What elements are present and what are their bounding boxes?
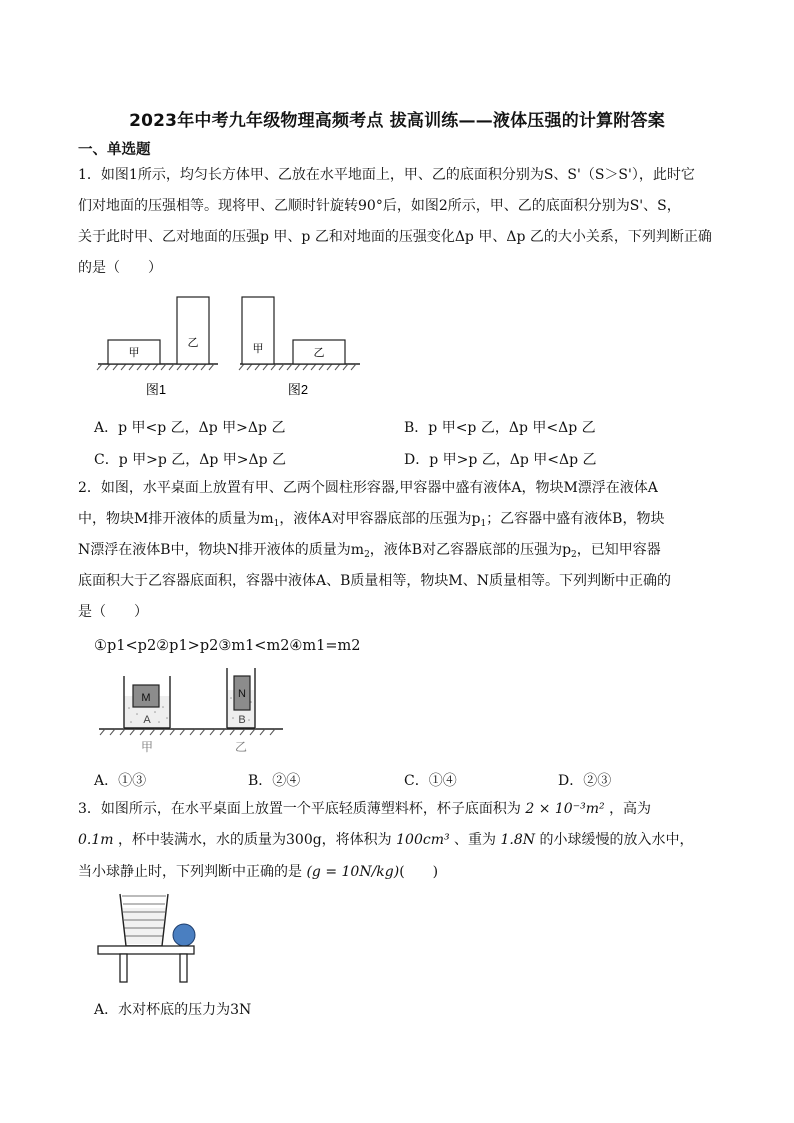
q2-line-3: N漂浮在液体B中，物块N排开液体的质量为$m_2$，液体B对乙容器底部的压强为$p_2$，已知甲容器	[78, 542, 661, 560]
fig1-label-jia: 甲	[128, 347, 140, 359]
q1-line-1: 1．如图1所示，均匀长方体甲、乙放在水平地面上，甲、乙的底面积分别为S、S'（S＞S'），此时它	[78, 167, 695, 183]
fig2-label-jia: 甲	[252, 343, 264, 355]
fig1-caption: 图1	[145, 382, 167, 397]
table-leg-right	[180, 954, 187, 982]
label-n: N	[238, 688, 246, 700]
q3-weight: 1.8N	[500, 832, 536, 848]
table-leg-left	[120, 954, 127, 982]
q3-area: 2 × 10⁻³m²	[525, 801, 605, 817]
q3-line-1: 3．如图所示，在水平桌面上放置一个平底轻质薄塑料杯，杯子底面积为 2 × 10⁻³m² ，高为	[78, 801, 652, 817]
q2-line-1: 2．如图，水平桌面上放置有甲、乙两个圆柱形容器,甲容器中盛有液体A，物块M漂浮在液体A	[78, 480, 658, 496]
q2-line-5: 是（ ）	[78, 604, 148, 620]
q1-option-b[interactable]: B．p 甲<p 乙，Δp 甲<Δp 乙	[404, 420, 596, 436]
q2-option-d[interactable]: D．②③	[558, 773, 612, 789]
q2-option-c[interactable]: C．①④	[404, 773, 457, 789]
q3-line-2: 0.1m ，杯中装满水，水的质量为300g，将体积为 100cm³ 、重为 1.8N 的小球缓慢的放入水中，	[78, 832, 694, 848]
q2-figure	[97, 668, 287, 758]
label-yi: 乙	[234, 740, 248, 754]
page-title: 2023年中考九年级物理高频考点 拔高训练——液体压强的计算附答案	[129, 111, 665, 131]
q1-option-d[interactable]: D．p 甲>p 乙，Δp 甲<Δp 乙	[404, 452, 597, 468]
fig2-caption: 图2	[287, 382, 309, 397]
q3-volume: 100cm³	[396, 832, 450, 848]
q3-option-a[interactable]: A．水对杯底的压力为3N	[94, 1002, 252, 1018]
label-a: A	[143, 714, 151, 726]
q3-line-3: 当小球静止时，下列判断中正确的是 (g = 10N/kg)( )	[78, 864, 439, 880]
table-top	[98, 946, 194, 954]
q2-option-a[interactable]: A．①③	[94, 773, 147, 789]
q2-line-4: 底面积大于乙容器底面积，容器中液体A、B质量相等，物块M、N质量相等。下列判断中正确的	[78, 573, 671, 589]
fig1-label-yi: 乙	[187, 337, 199, 349]
label-jia: 甲	[140, 740, 154, 754]
q2-option-b[interactable]: B．②④	[248, 773, 301, 789]
fig1-block-yi	[177, 297, 209, 364]
q1-option-c[interactable]: C．p 甲>p 乙，Δp 甲>Δp 乙	[94, 452, 287, 468]
label-m: M	[141, 692, 151, 704]
q1-figure	[96, 292, 366, 400]
q1-line-2: 们对地面的压强相等。现将甲、乙顺时针旋转90°后，如图2所示，甲、乙的底面积分别为S'、S，	[78, 198, 681, 214]
q3-g-value: (g = 10N/kg)	[306, 864, 400, 880]
section-heading: 一、单选题	[78, 142, 151, 158]
ball	[173, 924, 195, 946]
label-b: B	[238, 714, 246, 726]
q1-line-3: 关于此时甲、乙对地面的压强p 甲、p 乙和对地面的压强变化Δp 甲、Δp 乙的大小关系，下列判断正确	[78, 229, 712, 245]
q3-figure	[96, 892, 206, 984]
q1-option-a[interactable]: A．p 甲<p 乙，Δp 甲>Δp 乙	[94, 420, 286, 436]
q1-line-4: 的是（ ）	[78, 260, 162, 276]
q2-line-2: 中，物块M排开液体的质量为$m_1$，液体A对甲容器底部的压强为$p_1$；乙容器中盛有液体B，物块	[78, 511, 665, 529]
q2-statements: ①p1<p2②p1>p2③m1<m2④m1=m2	[94, 638, 361, 654]
fig2-label-yi: 乙	[313, 347, 325, 359]
